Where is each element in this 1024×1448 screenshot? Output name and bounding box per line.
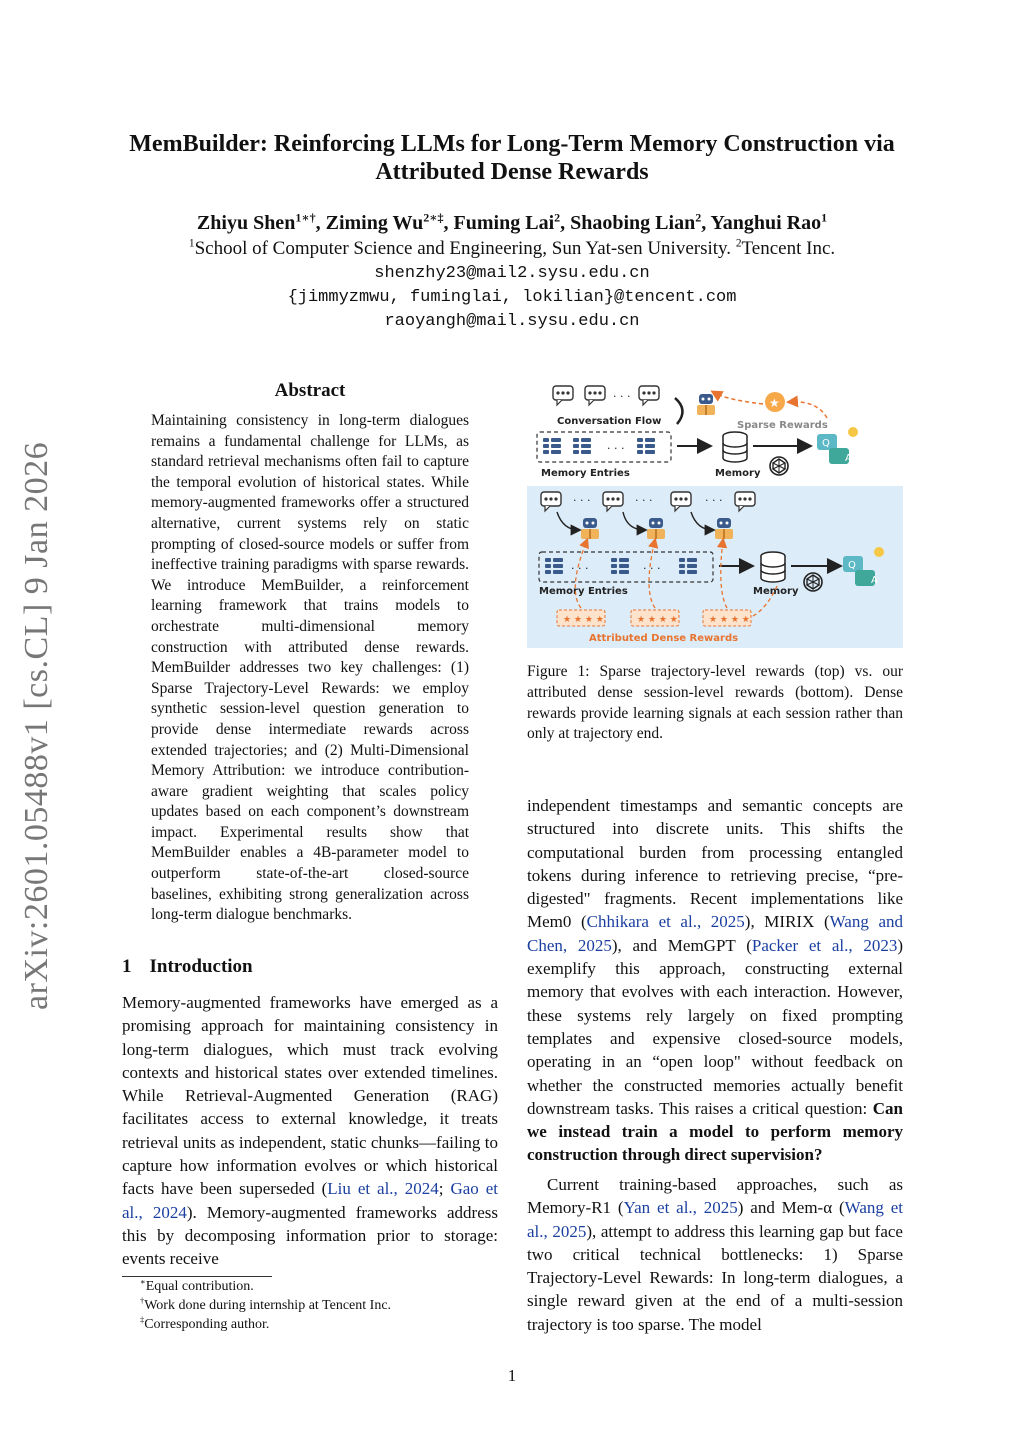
- citation-link[interactable]: Wang and Chen, 2025: [527, 912, 903, 955]
- svg-text:A: A: [871, 575, 878, 586]
- email-2[interactable]: {jimmyzmwu, fuminglai, lokilian}@tencent.com: [287, 288, 737, 307]
- label-attributed-dense-rewards: Attributed Dense Rewards: [589, 633, 739, 644]
- svg-text:Q: Q: [848, 560, 856, 571]
- figure-1-diagram: [527, 380, 903, 648]
- label-memory-top: Memory: [715, 468, 761, 479]
- label-memory-entries-top: Memory Entries: [541, 468, 630, 479]
- intro-paragraph-right-1: independent timestamps and semantic concepts are structured into discrete units. This shifts the computational burden from processing entangled tokens during inference to retrieving precise, “pre-digested" fragments. Recent implementations like Mem0 (Chhikara et al., 2025), MIRIX (Wang and Chen, 2025), and MemGPT (Packer et al., 2023) exemplify this approach, constructing external memory that evolves with each interaction. However, these systems rely largely on fixed prompting templates and expensive closed-source models, operating in an “open loop" without feedback on whether the constructed memories actually benefit downstream tasks. This raises a critical question: Can we instead train a model to perform memory construction through direct supervision?: [527, 796, 904, 1165]
- author-name: Yanghui Rao: [710, 212, 822, 234]
- page-number: 1: [507, 1366, 517, 1385]
- author-name: Ziming Wu: [325, 212, 424, 234]
- svg-text:★ ★ ★ ★: ★ ★ ★ ★: [637, 615, 678, 625]
- citation-link[interactable]: Yan et al., 2025: [623, 1198, 738, 1218]
- footnote: ‡Corresponding author.: [140, 1315, 270, 1332]
- svg-text:· · ·: · · ·: [635, 494, 653, 507]
- label-conversation-flow: Conversation Flow: [557, 416, 662, 427]
- citation-link[interactable]: Liu et al., 2024: [327, 1179, 439, 1199]
- author-name: Shaobing Lian: [570, 212, 696, 234]
- citation-link[interactable]: Packer et al., 2023: [751, 935, 898, 955]
- intro-paragraph-left: Memory-augmented frameworks have emerged as a promising approach for maintaining consistency in long-term dialogues, which must track evolving contexts and historical states over extended timelines. While Retrieval-Augmented Generation (RAG) facilitates access to external knowledge, it treats retrieval units as independent, static chunks—failing to capture how information evolves or which historical facts have been superseded (Liu et al., 2024; Gao et al., 2024). Memory-augmented frameworks address this by decomposing information prior to storage: events receive: [122, 993, 498, 1269]
- svg-text:· · ·: · · ·: [643, 562, 661, 575]
- svg-text:★: ★: [769, 396, 780, 410]
- citation-link[interactable]: Gao et al., 2024: [122, 1179, 498, 1222]
- footnote: †Work done during internship at Tencent Inc.: [140, 1296, 392, 1313]
- abstract-text: Maintaining consistency in long-term dialogues remains a fundamental challenge for LLMs, as standard retrieval mechanisms often fail to capture the temporal evolution of historical states. While memory-augmented frameworks offer a structured alternative, current systems rely on static prompting of closed-source models or suffer from ineffective training paradigms with sparse rewards. We introduce MemBuilder, a reinforcement learning framework that trains models to orchestrate multi-dimensional memory construction with attributed dense rewards. MemBuilder addresses two key challenges: (1) Sparse Trajectory-Level Rewards: we employ synthetic session-level question generation to provide dense intermediate rewards across extended trajectories; and (2) Multi-Dimensional Memory Attribution: we introduce contribution-aware gradient weighting that scales policy updates based on each component’s downstream impact. Experimental results show that MemBuilder enables a 4B-parameter model to outperform state-of-the-art closed-source baselines, exhibiting strong generalization across long-term dialogue benchmarks.: [151, 412, 469, 924]
- svg-text:★ ★ ★ ★: ★ ★ ★ ★: [709, 615, 750, 625]
- svg-text:A: A: [845, 453, 852, 464]
- section-heading: 1 Introduction: [122, 956, 253, 977]
- arxiv-identifier[interactable]: arXiv:2601.05488v1 [cs.CL] 9 Jan 2026: [18, 441, 55, 1010]
- intro-paragraph-right-2: Current training-based approaches, such as Memory-R1 (Yan et al., 2025) and Mem-α (Wang et al., 2025), attempt to address this learning gap but face two critical technical bottlenecks: 1) Sparse Trajectory-Level Rewards: In long-term dialogues, a single reward given at the end of a multi-session trajectory is too sparse. The model: [527, 1175, 903, 1334]
- svg-text:· · ·: · · ·: [607, 442, 625, 455]
- svg-text:· · ·: · · ·: [705, 494, 723, 507]
- svg-text:★ ★ ★ ★: ★ ★ ★ ★: [563, 615, 604, 625]
- svg-text:· · ·: · · ·: [613, 390, 631, 403]
- abstract-heading: Abstract: [274, 380, 346, 401]
- citation-link[interactable]: Chhikara et al., 2025: [586, 912, 745, 932]
- email-3[interactable]: raoyangh@mail.sysu.edu.cn: [384, 312, 640, 331]
- label-memory-bottom: Memory: [753, 586, 799, 597]
- affiliation: $^1$School of Computer Science and Engineering, Sun Yat-sen University. $^2$Tencent Inc.: [188, 237, 836, 259]
- lightbulb-icon: [874, 547, 884, 557]
- author-name: Fuming Lai: [453, 212, 555, 234]
- citation-link[interactable]: Wang et al., 2025: [527, 1198, 903, 1241]
- svg-text:· · ·: · · ·: [573, 494, 591, 507]
- paper-title: MemBuilder: Reinforcing LLMs for Long-Term Memory Construction via Attributed Dense Rewards: [129, 131, 895, 185]
- author-name: Zhiyu Shen: [196, 212, 296, 234]
- author-list: Zhiyu Shen$^{1∗\dagger}$, Ziming $Wu^{2∗\ddagger}$, Fuming Lai$^2$, Shaobing Lian$^2$, Yanghui Rao$^1$: [196, 210, 828, 234]
- svg-text:· · ·: · · ·: [571, 562, 589, 575]
- label-memory-entries-bottom: Memory Entries: [539, 586, 628, 597]
- lightbulb-icon: [848, 427, 858, 437]
- svg-text:Q: Q: [822, 438, 830, 449]
- figure-caption: Figure 1: Sparse trajectory-level rewards (top) vs. our attributed dense session-level rewards (bottom). Dense rewards provide learning signals at each session rather than only at trajectory end.: [527, 663, 903, 743]
- label-sparse-rewards: Sparse Rewards: [737, 420, 828, 431]
- footnote: ∗Equal contribution.: [140, 1277, 254, 1294]
- figure-1: [527, 380, 903, 648]
- email-1[interactable]: shenzhy23@mail2.sysu.edu.cn: [374, 264, 650, 283]
